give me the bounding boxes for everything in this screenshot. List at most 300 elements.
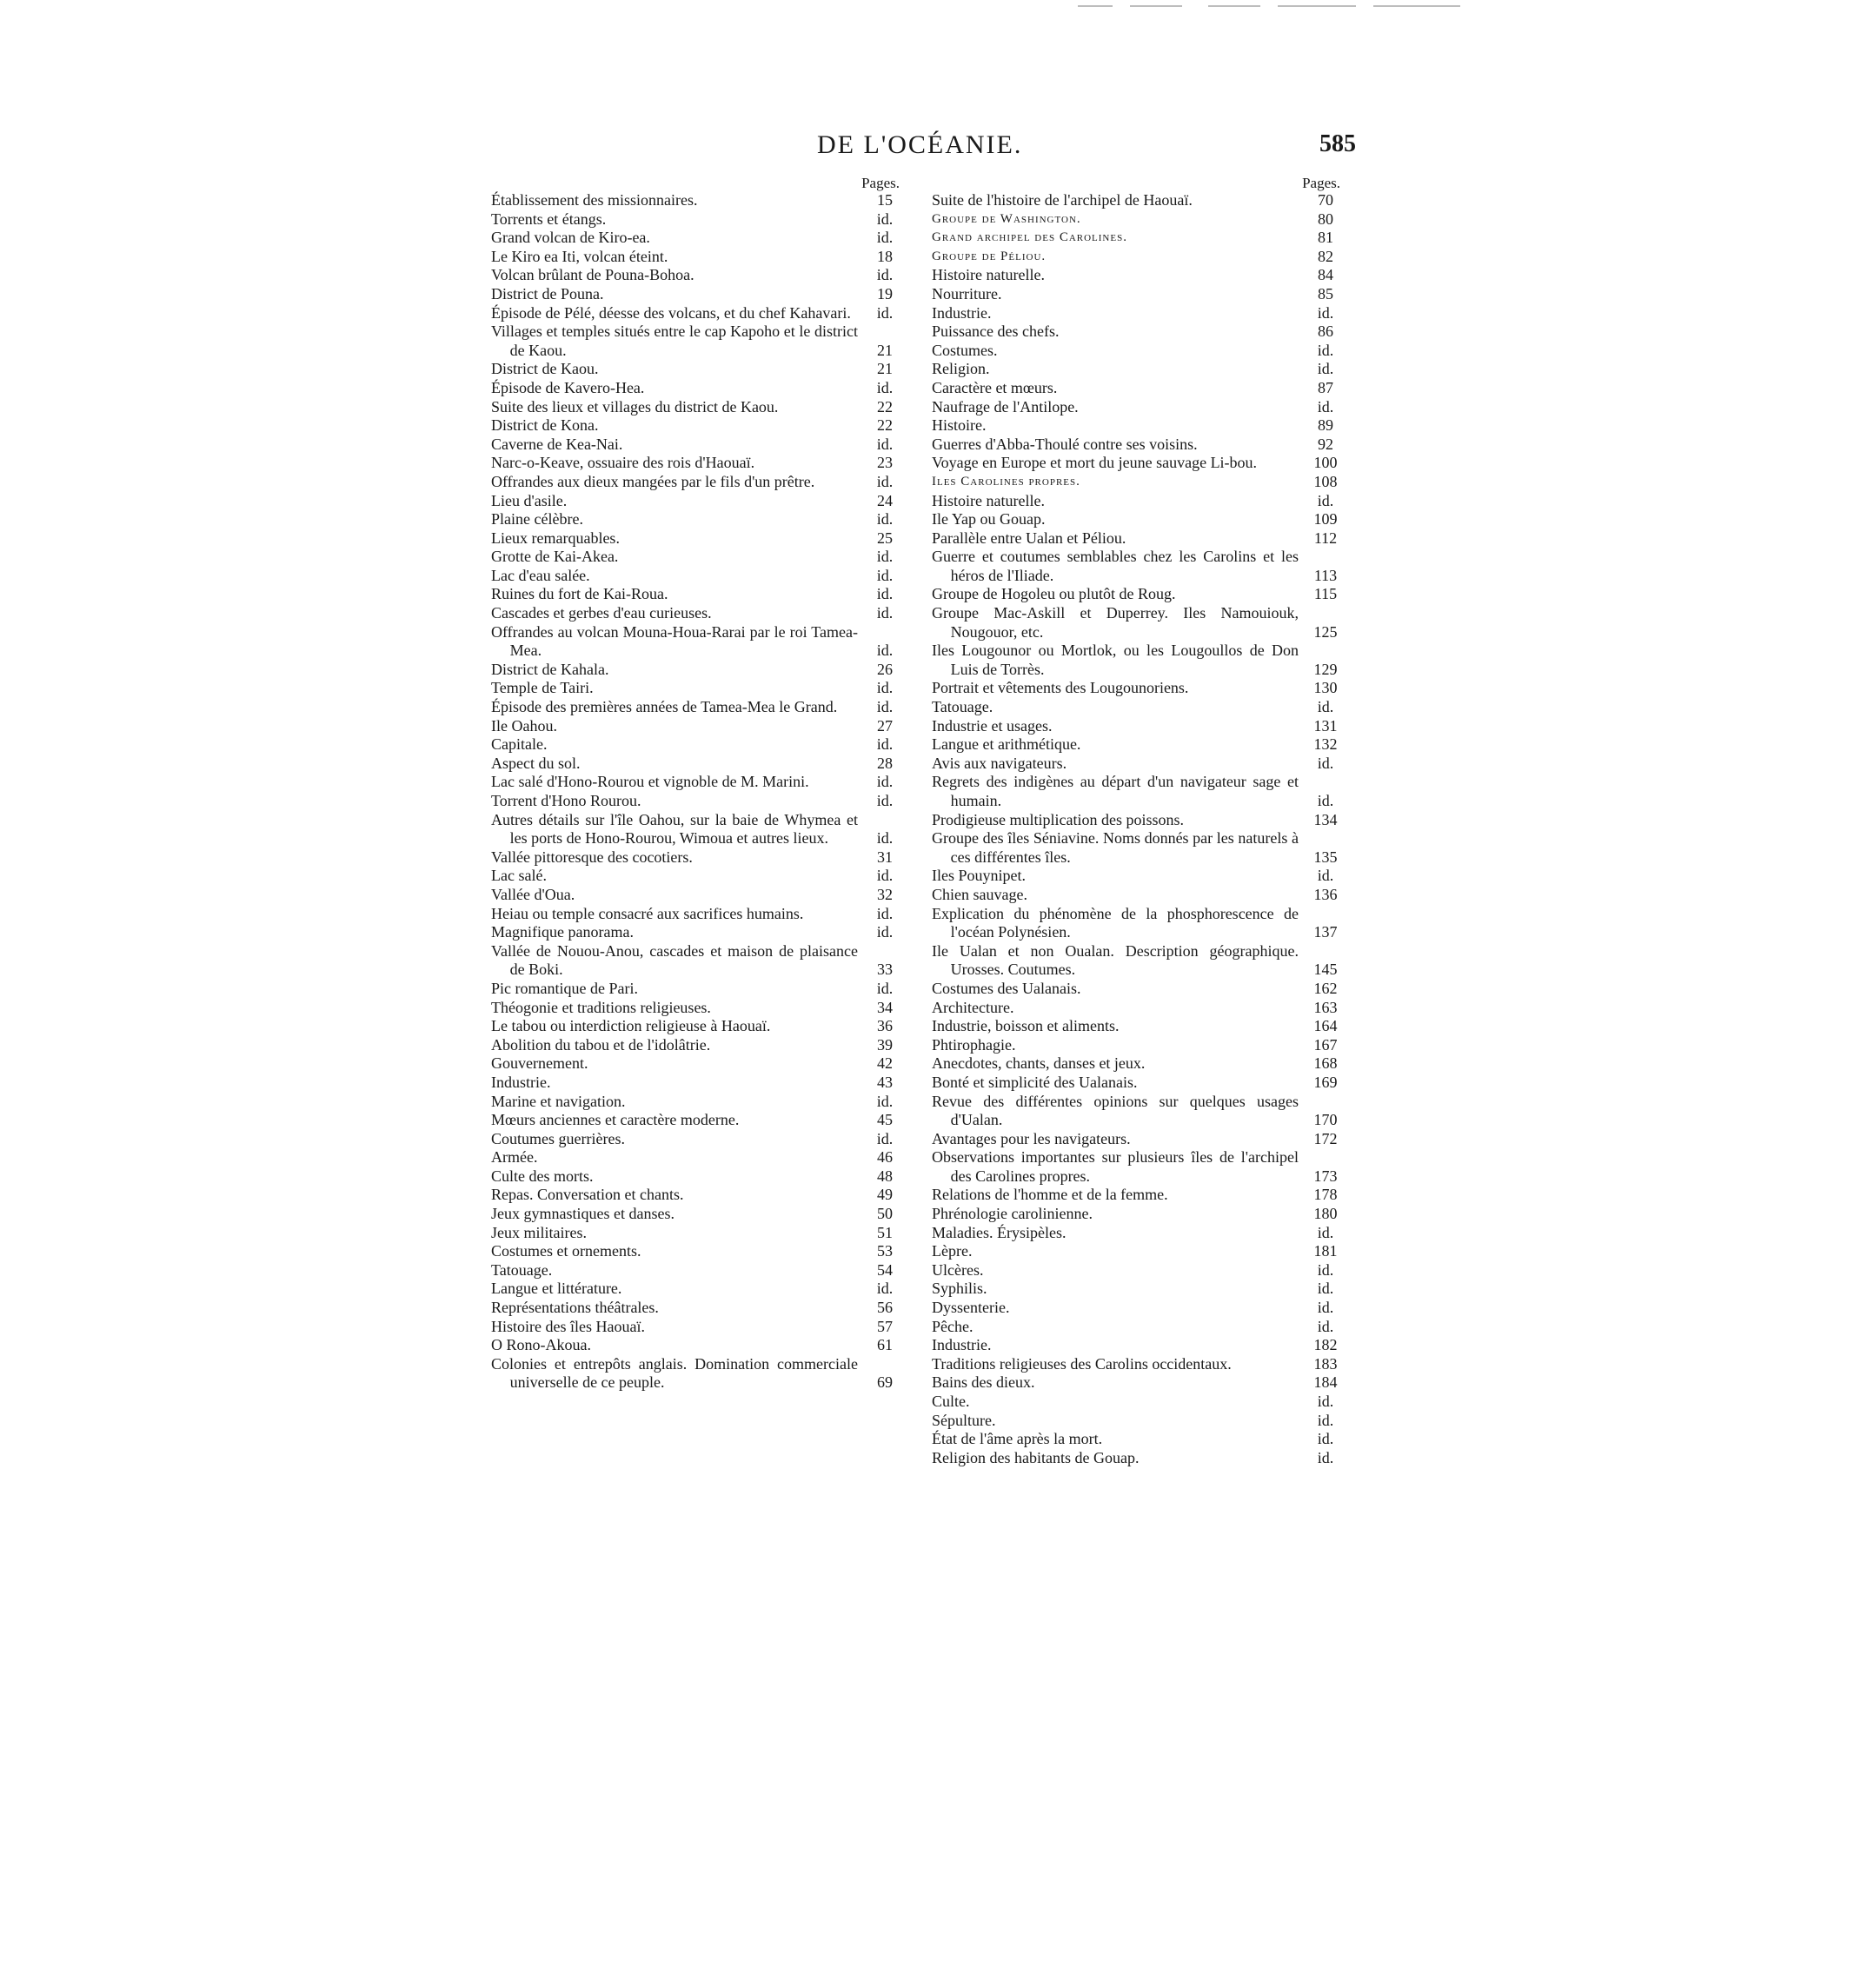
- entry-page: 81: [1318, 229, 1333, 247]
- index-entry: [932, 1224, 1340, 1243]
- index-entry: [491, 322, 900, 360]
- entry-page: id.: [1317, 1393, 1334, 1410]
- index-entry: [932, 322, 1340, 342]
- entry-page: 164: [1313, 1017, 1338, 1035]
- entry-title: Histoire.: [932, 416, 987, 435]
- entry-title: Caractère et mœurs.: [932, 378, 1058, 396]
- entry-page: 87: [1318, 378, 1333, 396]
- entry-page: 162: [1313, 979, 1338, 997]
- entry-title: Groupe de Péliou.: [932, 249, 1047, 263]
- top-edge-mark: [1078, 5, 1113, 7]
- entry-title: Grand archipel des Carolines.: [932, 230, 1127, 245]
- index-entry: [491, 379, 900, 398]
- index-entry: [491, 735, 900, 755]
- index-entry: [932, 1148, 1340, 1186]
- index-entry: [932, 1242, 1340, 1261]
- entry-page: id.: [876, 472, 894, 490]
- entry-page: 181: [1313, 1242, 1338, 1260]
- entry-page: 92: [1318, 435, 1333, 453]
- entry-title: Aspect du sol.: [491, 754, 581, 772]
- entry-page: id.: [1317, 1430, 1334, 1448]
- index-entry: [932, 416, 1340, 435]
- index-entry: [491, 1224, 900, 1243]
- entry-page: 182: [1313, 1336, 1338, 1354]
- entry-page: id.: [876, 548, 894, 566]
- entry-title: Épisode de Pélé, déesse des volcans, et du chef Kahavari.: [491, 303, 851, 322]
- index-entry: [491, 191, 900, 210]
- entry-page: id.: [876, 303, 894, 322]
- index-entry: [491, 454, 900, 473]
- entry-title: District de Kaou.: [491, 360, 599, 378]
- index-entry: [932, 980, 1340, 999]
- entry-title: Architecture.: [932, 998, 1014, 1016]
- index-entry: [932, 1318, 1340, 1337]
- entry-title: Parallèle entre Ualan et Péliou.: [932, 529, 1126, 547]
- entry-page: 137: [1313, 923, 1338, 941]
- entry-page: id.: [876, 585, 894, 603]
- entry-page: id.: [1317, 303, 1334, 322]
- entry-title: Ile Yap ou Gouap.: [932, 510, 1046, 529]
- index-entry: [932, 642, 1340, 679]
- entry-title: Vallée de Nouou-Anou, cascades et maison de plaisance de Boki.: [491, 941, 858, 979]
- top-edge-mark: [1373, 5, 1460, 7]
- entry-page: id.: [876, 698, 894, 716]
- entry-page: 113: [1313, 566, 1338, 584]
- entry-title: Observations importantes sur plusieurs îles de l'archipel des Carolines propres.: [932, 1148, 1299, 1185]
- entry-page: 57: [877, 1317, 893, 1335]
- entry-page: 70: [1318, 191, 1333, 209]
- index-entry: [491, 1205, 900, 1224]
- index-entry: [932, 191, 1340, 210]
- index-entry: [932, 1336, 1340, 1355]
- entry-title: Vallée d'Oua.: [491, 885, 575, 903]
- entry-title: Langue et arithmétique.: [932, 735, 1081, 754]
- entry-title: Religion des habitants de Gouap.: [932, 1448, 1140, 1466]
- index-entry: [491, 1318, 900, 1337]
- index-entry: [491, 304, 900, 323]
- index-entry: [932, 379, 1340, 398]
- entry-page: 31: [877, 848, 893, 866]
- entry-page: id.: [876, 867, 894, 885]
- index-entry: [932, 829, 1340, 867]
- index-entry: [491, 435, 900, 455]
- entry-title: Dyssenterie.: [932, 1299, 1010, 1317]
- entry-page: id.: [1317, 1280, 1334, 1298]
- entry-page: 130: [1313, 679, 1338, 697]
- index-entry-list: [932, 191, 1340, 1467]
- entry-page: 22: [877, 397, 893, 416]
- entry-page: 32: [877, 885, 893, 903]
- page-title: DE L'OCÉANIE.: [817, 130, 1023, 159]
- index-entry-list: [491, 191, 900, 1393]
- entry-page: id.: [1317, 360, 1334, 378]
- pages-column-label: Pages.: [861, 175, 900, 191]
- entry-title: Pic romantique de Pari.: [491, 979, 638, 997]
- page-number: 585: [1319, 130, 1356, 157]
- entry-title: Regrets des indigènes au départ d'un navigateur sage et humain.: [932, 773, 1299, 809]
- index-entry: [932, 1036, 1340, 1055]
- entry-page: 145: [1313, 961, 1338, 979]
- index-entry: [491, 492, 900, 511]
- entry-page: id.: [1317, 1260, 1334, 1279]
- entry-title: Explication du phénomène de la phosphorescence de l'océan Polynésien.: [932, 904, 1299, 941]
- entry-title: Lac salé d'Hono-Rourou et vignoble de M. Marini.: [491, 773, 809, 791]
- index-entry: [932, 1054, 1340, 1074]
- index-column-left: [491, 174, 900, 1393]
- index-entry: [491, 1336, 900, 1355]
- index-entry: [932, 735, 1340, 755]
- index-entry: [491, 1167, 900, 1187]
- index-entry: [932, 1412, 1340, 1431]
- index-entry: [491, 548, 900, 567]
- index-entry: [932, 548, 1340, 585]
- entry-page: id.: [1317, 1299, 1334, 1317]
- index-entry: [491, 867, 900, 886]
- entry-title: Iles Lougounor ou Mortlok, ou les Lougoullos de Don Luis de Torrès.: [932, 642, 1299, 678]
- entry-title: Lac salé.: [491, 867, 547, 885]
- entry-title: Naufrage de l'Antilope.: [932, 397, 1079, 416]
- entry-page: 85: [1318, 284, 1333, 303]
- index-entry: [932, 266, 1340, 285]
- entry-page: id.: [876, 904, 894, 922]
- entry-title: Coutumes guerrières.: [491, 1129, 625, 1147]
- entry-title: Industrie.: [491, 1073, 551, 1091]
- entry-page: id.: [876, 829, 894, 848]
- index-entry: [491, 360, 900, 379]
- entry-title: Voyage en Europe et mort du jeune sauvage Li-bou.: [932, 454, 1258, 472]
- index-entry: [491, 1261, 900, 1280]
- entry-title: Guerres d'Abba-Thoulé contre ses voisins.: [932, 435, 1198, 453]
- entry-title: Repas. Conversation et chants.: [491, 1186, 684, 1204]
- index-entry: [932, 717, 1340, 736]
- entry-page: id.: [876, 1129, 894, 1147]
- entry-title: Volcan brûlant de Pouna-Bohoa.: [491, 266, 694, 284]
- entry-page: id.: [1317, 397, 1334, 416]
- entry-page: 82: [1318, 247, 1333, 265]
- entry-title: Guerre et coutumes semblables chez les Carolins et les héros de l'Iliade.: [932, 548, 1299, 584]
- index-entry: [491, 1130, 900, 1149]
- index-entry: [932, 1280, 1340, 1299]
- index-entry: [491, 585, 900, 604]
- entry-title: Avantages pour les navigateurs.: [932, 1129, 1131, 1147]
- entry-page: 115: [1313, 585, 1338, 603]
- entry-page: id.: [1317, 491, 1334, 509]
- entry-page: 33: [877, 961, 893, 979]
- entry-page: 21: [877, 341, 893, 359]
- pages-column-label: Pages.: [1302, 175, 1340, 191]
- index-entry: [932, 679, 1340, 698]
- index-entry: [491, 473, 900, 492]
- index-entry: [491, 1036, 900, 1055]
- index-entry: [491, 905, 900, 924]
- entry-title: Traditions religieuses des Carolins occidentaux.: [932, 1354, 1232, 1373]
- entry-page: 51: [877, 1223, 893, 1241]
- index-entry: [932, 886, 1340, 905]
- index-entry: [491, 886, 900, 905]
- index-entry: [932, 1393, 1340, 1412]
- entry-page: 50: [877, 1205, 893, 1223]
- entry-page: id.: [876, 209, 894, 228]
- index-entry: [491, 698, 900, 717]
- top-edge-mark: [1278, 5, 1356, 7]
- entry-title: Portrait et vêtements des Lougounoriens.: [932, 679, 1189, 697]
- index-entry: [491, 1111, 900, 1130]
- entry-page: id.: [1317, 792, 1334, 809]
- entry-title: Costumes.: [932, 341, 998, 359]
- entry-title: Autres détails sur l'île Oahou, sur la baie de Whymea et les ports de Hono-Rourou, Wimoua et autres lieux.: [491, 810, 858, 848]
- entry-title: Iles Carolines propres.: [932, 474, 1080, 489]
- entry-page: 136: [1313, 885, 1338, 903]
- entry-title: Grotte de Kai-Akea.: [491, 548, 619, 566]
- entry-title: Phrénologie carolinienne.: [932, 1205, 1093, 1223]
- entry-title: Suite de l'histoire de l'archipel de Haouaï.: [932, 191, 1193, 209]
- entry-page: id.: [1317, 1317, 1334, 1335]
- entry-page: 86: [1318, 322, 1333, 341]
- index-entry: [491, 1242, 900, 1261]
- entry-title: Offrandes au volcan Mouna-Houa-Rarai par le roi Tamea-Mea.: [491, 622, 858, 660]
- entry-page: id.: [876, 773, 894, 791]
- entry-title: Abolition du tabou et de l'idolâtrie.: [491, 1035, 711, 1054]
- entry-title: Culte.: [932, 1393, 970, 1410]
- entry-title: Industrie.: [932, 1336, 992, 1354]
- entry-page: 184: [1313, 1373, 1338, 1392]
- entry-page: id.: [1317, 698, 1334, 716]
- entry-title: Bains des dieux.: [932, 1373, 1035, 1392]
- entry-title: Culte des morts.: [491, 1167, 594, 1185]
- index-entry: [491, 848, 900, 868]
- entry-title: Histoire des îles Haouaï.: [491, 1317, 645, 1335]
- entry-title: Tatouage.: [491, 1260, 553, 1279]
- entry-title: Ulcères.: [932, 1260, 984, 1279]
- index-entry: [491, 942, 900, 980]
- index-entry: [932, 492, 1340, 511]
- entry-page: 69: [877, 1373, 893, 1392]
- entry-page: id.: [1317, 867, 1334, 885]
- entry-page: 23: [877, 454, 893, 472]
- entry-title: Armée.: [491, 1148, 538, 1167]
- index-entry: [491, 266, 900, 285]
- index-entry: [932, 529, 1340, 549]
- entry-title: Narc-o-Keave, ossuaire des rois d'Haouaï.: [491, 454, 755, 472]
- index-entry: [491, 679, 900, 698]
- entry-page: 170: [1313, 1111, 1338, 1129]
- index-entry: [491, 567, 900, 586]
- entry-page: 61: [877, 1336, 893, 1354]
- entry-title: Gouvernement.: [491, 1054, 588, 1073]
- index-entry: [932, 473, 1340, 492]
- index-entry: [932, 248, 1340, 267]
- index-entry: [491, 285, 900, 304]
- entry-title: Langue et littérature.: [491, 1280, 622, 1298]
- entry-page: id.: [876, 735, 894, 754]
- index-entry: [491, 510, 900, 529]
- entry-page: 112: [1313, 529, 1338, 547]
- entry-page: 80: [1318, 209, 1333, 228]
- index-entry: [932, 510, 1340, 529]
- entry-page: id.: [876, 1092, 894, 1110]
- entry-page: id.: [876, 642, 894, 660]
- index-entry: [932, 229, 1340, 248]
- index-entry: [932, 398, 1340, 417]
- entry-title: Lac d'eau salée.: [491, 566, 590, 584]
- index-entry: [491, 1186, 900, 1205]
- entry-page: 125: [1313, 622, 1338, 641]
- entry-page: 49: [877, 1186, 893, 1204]
- entry-page: 163: [1313, 998, 1338, 1016]
- entry-page: id.: [876, 923, 894, 941]
- entry-page: id.: [876, 566, 894, 584]
- index-entry: [491, 923, 900, 942]
- index-entry: [932, 999, 1340, 1018]
- entry-page: 178: [1313, 1186, 1338, 1204]
- entry-title: Théogonie et traditions religieuses.: [491, 998, 711, 1016]
- entry-title: Pêche.: [932, 1317, 974, 1335]
- entry-title: Costumes des Ualanais.: [932, 979, 1081, 997]
- entry-page: 27: [877, 716, 893, 735]
- index-entry: [491, 623, 900, 661]
- entry-page: 22: [877, 416, 893, 435]
- index-entry: [932, 604, 1340, 642]
- entry-title: Le tabou ou interdiction religieuse à Haouaï.: [491, 1017, 771, 1035]
- index-entry: [932, 360, 1340, 379]
- index-entry: [932, 342, 1340, 361]
- entry-title: Caverne de Kea-Nai.: [491, 435, 623, 453]
- entry-page: 53: [877, 1242, 893, 1260]
- entry-page: id.: [876, 979, 894, 997]
- index-entry: [491, 1148, 900, 1167]
- entry-title: Cascades et gerbes d'eau curieuses.: [491, 604, 712, 622]
- entry-title: Iles Pouynipet.: [932, 867, 1026, 885]
- entry-title: Jeux gymnastiques et danses.: [491, 1205, 674, 1223]
- top-edge-mark: [1130, 5, 1182, 7]
- index-entry: [491, 980, 900, 999]
- entry-title: Groupe de Hogoleu ou plutôt de Roug.: [932, 585, 1176, 603]
- entry-title: Chien sauvage.: [932, 885, 1027, 903]
- entry-page: id.: [876, 792, 894, 809]
- index-entry: [491, 755, 900, 774]
- index-entry: [932, 867, 1340, 886]
- entry-page: 21: [877, 360, 893, 378]
- index-entry: [932, 1017, 1340, 1036]
- entry-page: 43: [877, 1073, 893, 1091]
- entry-page: id.: [1317, 341, 1334, 359]
- entry-title: Puissance des chefs.: [932, 322, 1060, 341]
- index-entry: [491, 398, 900, 417]
- index-entry: [491, 248, 900, 267]
- index-entry: [491, 773, 900, 792]
- entry-page: 169: [1313, 1073, 1338, 1091]
- entry-title: Industrie et usages.: [932, 716, 1053, 735]
- index-entry: [932, 435, 1340, 455]
- entry-title: Épisode des premières années de Tamea-Mea le Grand.: [491, 698, 838, 716]
- entry-title: Établissement des missionnaires.: [491, 191, 698, 209]
- index-entry: [932, 304, 1340, 323]
- entry-page: id.: [876, 266, 894, 284]
- entry-title: Histoire naturelle.: [932, 491, 1045, 509]
- entry-title: Industrie, boisson et aliments.: [932, 1017, 1120, 1035]
- index-entry: [932, 1355, 1340, 1374]
- entry-title: Représentations théâtrales.: [491, 1299, 659, 1317]
- index-entry: [932, 1093, 1340, 1130]
- entry-title: Costumes et ornements.: [491, 1242, 641, 1260]
- index-entry: [491, 1074, 900, 1093]
- entry-page: id.: [876, 229, 894, 247]
- entry-page: 168: [1313, 1054, 1338, 1073]
- entry-page: id.: [1317, 754, 1334, 772]
- index-entry: [932, 811, 1340, 830]
- index-entry: [491, 604, 900, 623]
- entry-title: Torrent d'Hono Rourou.: [491, 792, 641, 809]
- index-entry: [932, 1130, 1340, 1149]
- entry-page: 135: [1313, 848, 1338, 866]
- entry-title: Bonté et simplicité des Ualanais.: [932, 1073, 1138, 1091]
- entry-title: Épisode de Kavero-Hea.: [491, 378, 645, 396]
- index-entry: [932, 285, 1340, 304]
- entry-title: Marine et navigation.: [491, 1092, 626, 1110]
- entry-title: Histoire naturelle.: [932, 266, 1045, 284]
- entry-title: Villages et temples situés entre le cap Kapoho et le district de Kaou.: [491, 322, 858, 359]
- entry-title: Syphilis.: [932, 1280, 987, 1298]
- entry-title: Colonies et entrepôts anglais. Domination commerciale universelle de ce peuple.: [491, 1354, 858, 1392]
- entry-page: 48: [877, 1167, 893, 1185]
- entry-title: District de Kahala.: [491, 660, 609, 678]
- entry-title: Offrandes aux dieux mangées par le fils d'un prêtre.: [491, 472, 815, 490]
- index-entry: [491, 661, 900, 680]
- entry-page: 134: [1313, 810, 1338, 828]
- entry-title: Ile Oahou.: [491, 716, 557, 735]
- entry-page: id.: [1317, 1448, 1334, 1466]
- entry-title: Groupe de Washington.: [932, 211, 1081, 226]
- entry-title: Lèpre.: [932, 1242, 973, 1260]
- entry-page: id.: [876, 679, 894, 697]
- index-entry: [491, 1355, 900, 1393]
- entry-page: 26: [877, 660, 893, 678]
- index-entry: [932, 1449, 1340, 1468]
- index-entry: [491, 229, 900, 248]
- index-entry: [932, 1205, 1340, 1224]
- entry-page: 45: [877, 1111, 893, 1129]
- entry-title: Lieux remarquables.: [491, 529, 620, 547]
- index-entry: [932, 585, 1340, 604]
- index-entry: [932, 755, 1340, 774]
- entry-title: Torrents et étangs.: [491, 209, 607, 228]
- index-entry: [932, 210, 1340, 229]
- index-entry: [932, 1186, 1340, 1205]
- entry-page: 172: [1313, 1129, 1338, 1147]
- index-entry: [932, 698, 1340, 717]
- entry-page: 129: [1313, 660, 1338, 678]
- entry-title: Mœurs anciennes et caractère moderne.: [491, 1111, 740, 1129]
- entry-page: 100: [1313, 454, 1338, 472]
- index-entry: [932, 1074, 1340, 1093]
- entry-title: Temple de Tairi.: [491, 679, 594, 697]
- entry-page: 180: [1313, 1205, 1338, 1223]
- entry-title: Nourriture.: [932, 284, 1002, 303]
- entry-title: District de Pouna.: [491, 284, 604, 303]
- entry-title: Anecdotes, chants, danses et jeux.: [932, 1054, 1146, 1073]
- entry-page: 173: [1313, 1167, 1338, 1185]
- index-entry: [932, 454, 1340, 473]
- entry-title: État de l'âme après la mort.: [932, 1430, 1103, 1448]
- entry-page: 183: [1313, 1354, 1338, 1373]
- entry-title: Grand volcan de Kiro-ea.: [491, 229, 650, 247]
- entry-page: 131: [1313, 716, 1338, 735]
- index-entry: [932, 1430, 1340, 1449]
- entry-page: 15: [877, 191, 893, 209]
- index-entry: [491, 811, 900, 848]
- entry-title: Tatouage.: [932, 698, 993, 716]
- entry-title: Lieu d'asile.: [491, 491, 568, 509]
